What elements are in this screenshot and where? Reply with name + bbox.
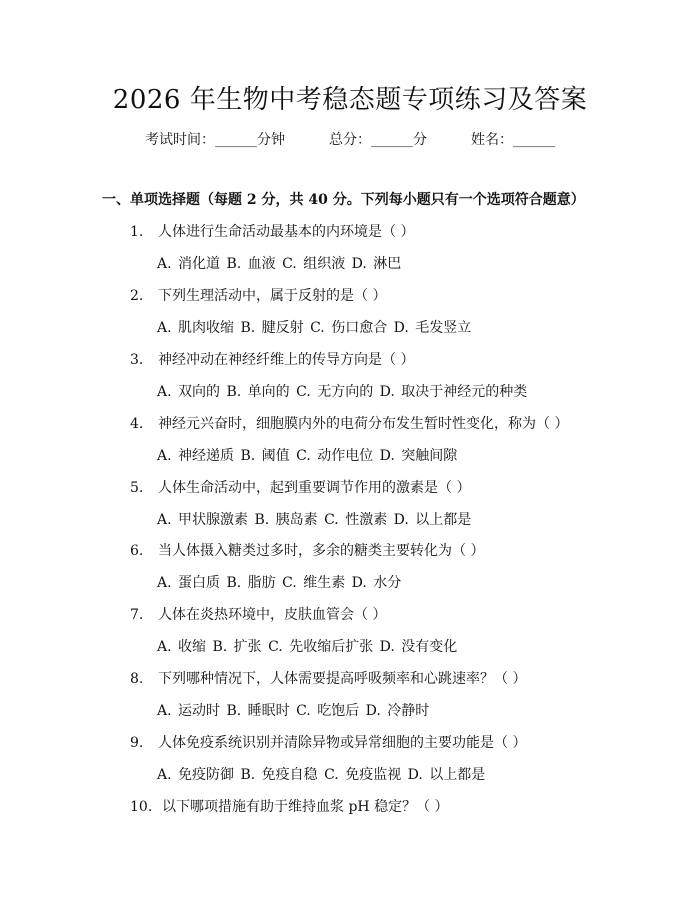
question-6 [130,541,484,561]
question-1-options: A. 消化道 B. 血液 C. 组织液 D. 淋巴 [157,256,402,272]
question-1 [130,222,414,242]
question-8 [130,669,526,689]
page-title: 2026 年生物中考稳态题专项练习及答案 [112,85,588,115]
question-text: 下列生理活动中，属于反射的是（ ） [158,288,387,304]
question-text: 下列哪种情况下，人体需要提高呼吸频率和心跳速率？（ ） [158,671,527,687]
question-7 [130,605,386,625]
question-5-options: A. 甲状腺激素 B. 胰岛素 C. 性激素 D. 以上都是 [157,512,472,528]
question-3 [130,350,414,370]
question-9 [130,733,526,753]
question-2-options: A. 肌肉收缩 B. 腱反射 C. 伤口愈合 D. 毛发竖立 [157,320,472,336]
question-number: 4. [130,416,144,432]
question-text: 以下哪项措施有助于维持血浆 pH 稳定？（ ） [162,799,449,815]
question-number: 8. [130,671,144,687]
question-number: 10. [130,799,153,815]
question-text: 人体免疫系统识别并清除异物或异常细胞的主要功能是（ ） [158,735,527,751]
question-text: 神经冲动在神经纤维上的传导方向是（ ） [158,352,415,368]
question-number: 7. [130,607,144,623]
student-name-field: 姓名：______ [471,132,555,148]
section-heading: 一、单项选择题（每题 2 分，共 40 分。下列每小题只有一个选项符合题意） [102,192,585,208]
question-6-options: A. 蛋白质 B. 脂肪 C. 维生素 D. 水分 [157,575,402,591]
question-text: 神经元兴奋时，细胞膜内外的电荷分布发生暂时性变化，称为（ ） [158,416,569,432]
question-10 [130,797,449,817]
exam-meta [0,130,700,150]
question-5 [130,478,470,498]
question-number: 5. [130,480,144,496]
question-number: 1. [130,224,144,240]
question-text: 当人体摄入糖类过多时，多余的糖类主要转化为（ ） [158,543,485,559]
question-text: 人体生命活动中，起到重要调节作用的激素是（ ） [158,480,471,496]
exam-time-field: 考试时间：______分钟 [145,132,285,148]
question-8-options: A. 运动时 B. 睡眠时 C. 吃饱后 D. 冷静时 [157,703,430,719]
question-number: 6. [130,543,144,559]
total-score-field: 总分：______分 [329,132,427,148]
question-number: 3. [130,352,144,368]
question-text: 人体在炎热环境中，皮肤血管会（ ） [158,607,387,623]
question-3-options: A. 双向的 B. 单向的 C. 无方向的 D. 取决于神经元的种类 [157,384,528,400]
question-4-options: A. 神经递质 B. 阈值 C. 动作电位 D. 突触间隙 [157,448,458,464]
question-number: 9. [130,735,144,751]
question-7-options: A. 收缩 B. 扩张 C. 先收缩后扩张 D. 没有变化 [157,639,458,655]
question-2 [130,286,386,306]
question-9-options: A. 免疫防御 B. 免疫自稳 C. 免疫监视 D. 以上都是 [157,767,486,783]
question-text: 人体进行生命活动最基本的内环境是（ ） [158,224,415,240]
question-number: 2. [130,288,144,304]
question-4 [130,414,568,434]
